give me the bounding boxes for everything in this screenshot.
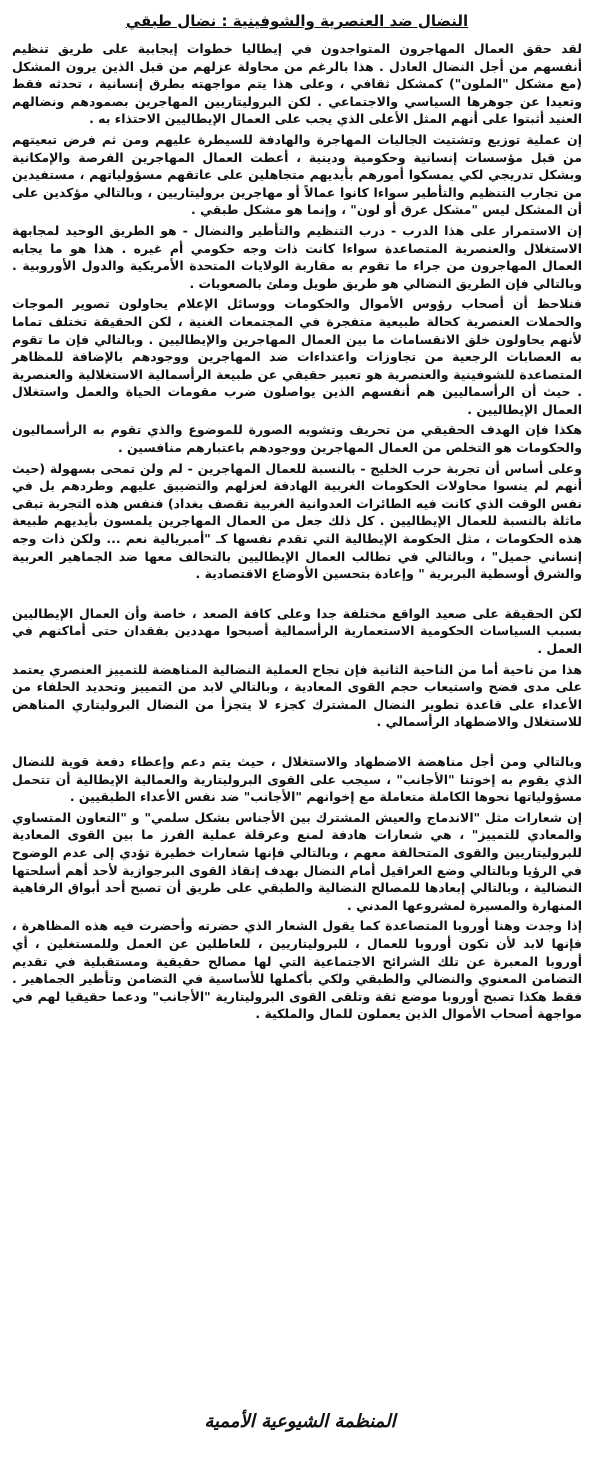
paragraph-4: فنلاحظ أن أصحاب رؤوس الأموال والحكومات ووسائل الإعلام يحاولون تصوير الموجات والحملات العنصرية كحالة طبيعية متفجرة في المجتمعات الغنية ، لكن الحقيقة تختلف تماما لأنهم يحاولون خلق الانقسامات ما بين العمال المهاجرين والإيطاليين . وبالتالي فإن ما تقوم به العصابات الرجعية من تجاوزات واعتداءات ضد المهاجرين ووجودهم بالإضافة للمظاهر المتصاعدة للشوفينية والعنصرية هو تعبير حقيقي عن طبيعة الرأسمالية الاستغلالية والعنصرية . حيث أن الرأسماليين هم أنفسهم الذين يواصلون ضرب مقومات الحياة والعمل واستغلال العمال الإيطاليين . (12, 296, 582, 417)
paragraph-11: إذا وجدت وهنا أوروبا المتصاعدة كما يقول الشعار الذي حضرته وأحضرت فيه هذه المظاهرة ، فإنها لابد لأن تكون أوروبا للعمال ، للبروليتاريين ، للعاطلين عن العمل وللمستغلين ، أي أوروبا المعبرة عن تلك الشرائح الاجتماعية التي لها مصالح حقيقية ومستقبلية في تقديم التضامن المعنوي والنضالي والطبقي ولكي بأكملها للأساسية في التضامن وتأطير الجماهير . فقط هكذا تصبح أوروبا موضع ثقة وتلقى القوى البروليتارية "الأجانب" ودعما حقيقيا لهم في مواجهة أصحاب الأموال الذين يعملون للمال والملكية . (12, 918, 582, 1022)
paragraph-3: إن الاستمرار على هذا الدرب - درب التنظيم والتأطير والنضال - هو الطريق الوحيد لمجابهة الاستغلال والعنصرية المتصاعدة سواءا كانت ذات وجه حكومي أم غيره . هذا هو ما يجابه العمال المهاجرون من جراء ما تقوم به مقاربة الولايات المتحدة الأمريكية والدول الأوروبية . وبالتالي فإن الطريق النضالي هو طريق طويل وملئ بالصعوبات . (12, 222, 582, 291)
paragraph-10: إن شعارات مثل "الاندماج والعيش المشترك بين الأجناس بشكل سلمي" و "التعاون المتساوي والمعادي للتمييز" ، هي شعارات هادفة لمنع وعرقلة عملية الفرز ما بين القوى المعادية للبروليتاريين والقوى المتحالفة معهم ، وبالتالي فإنها شعارات خطيرة تؤدي إلى عدم الوضوح في الرؤيا وبالتالي وضع العراقيل أمام النضال بهدف إنقاذ القوى البرجوازية لأحد أهم أسلحتها النضالية ، وبالتالي إبعادها للمصالح النضالية والطبقي على طريق أن تصبح أحد أبواق الرفاهية المنهارة والمسيرة لمشروعها المدني . (12, 809, 582, 913)
paragraph-9: وبالتالي ومن أجل مناهضة الاضطهاد والاستغلال ، حيث يتم دعم وإعطاء دفعة قوية للنضال الذي يقوم به إخوتنا "الأجانب" ، سيجب على القوى البروليتارية والعمالية الإيطالية أن تتحمل مسؤولياتها نحوها الكاملة متعاملة مع إخوانهم "الأجانب" ضد نفس الأعداء الطبقيين . (12, 753, 582, 805)
signature: المنظمة الشيوعية الأممية (204, 1411, 396, 1432)
document-body (12, 40, 582, 1023)
paragraph-8: هذا من ناحية أما من الناحية الثانية فإن نجاح العملية النضالية المناهضة للتمييز العنصري يعتمد على مدى فضح واستيعاب حجم القوى المعادية ، وبالتالي لابد من التمييز وتحديد الحلفاء من الأعداء على قاعدة تطوير النضال المشترك كجزء لا يتجزأ من النضال البروليتاري المناهض للاستغلال والاضطهاد الرأسمالي . (12, 661, 582, 730)
paragraph-7: لكن الحقيقة على صعيد الواقع مختلفة جدا وعلى كافة الصعد ، خاصة وأن العمال الإيطاليين بسبب السياسات الحكومية الاستعمارية الرأسمالية أصبحوا مهددين بفقدان حتى أماكنهم في العمل . (12, 605, 582, 656)
paragraph-5: هكذا فإن الهدف الحقيقي من تحريف وتشويه الصورة للموضوع والذي تقوم به الرأسماليون والحكومات هو التخلص من العمال المهاجرين ووجودهم باعتبارهم منافسين . (12, 422, 582, 456)
paragraph-2: إن عملية توزيع وتشتيت الجاليات المهاجرة والهادفة للسيطرة عليهم ومن ثم فرض تبعيتهم من قبل مؤسسات إنسانية وحكومية ودينية ، أعطت العمال المهاجرين الفرصة والإمكانية وبشكل تدريجي لكي يمسكوا أمورهم بأيديهم متجاهلين على عاتقهم مسؤولياتهم ، مستفيدين من تجارب التنظيم والتأطير سواءا كانوا عمالاً أو مهاجرين بروليتاريين ، وبالتالي مؤكدين على أن المشكل ليس "مشكل عرق أو لون" ، وإنما هو مشكل طبقي . (12, 131, 582, 218)
paragraph-6: وعلى أساس أن تجربة حرب الخليج - بالنسبة للعمال المهاجرين - لم ولن تمحى بسهولة (حيث أنهم لم ينسوا محاولات الحكومات الغربية الهادفة لعزلهم والتضييق عليهم وطردهم بل في نفس الوقت الذي كانت فيه الطائرات العدوانية الغربية تقصف بغداد) فنفس هذه التجربة تبقى ماثلة بالنسبة للعمال الإيطاليين . كل ذلك جعل من العمال المهاجرين يلمسون بأيديهم طبيعة هذه الحكومات ، مثل الحكومة الإيطالية التي تقدم نفسها كـ "أمبريالية نعم ... ولكن ذات وجه إنساني جميل" ، وبالتالي في تطالب العمال الإيطاليين بالتحالف معها ضد الجماهير العربية والشرق أوسطية البربرية " وإعادة بتحسين الأوضاع الاقتصادية . (12, 460, 582, 582)
paragraph-1: لقد حقق العمال المهاجرون المتواجدون في إيطاليا خطوات إيجابية على طريق تنظيم أنفسهم من أجل النضال العادل . هذا بالرغم من محاولة عزلهم من قبل الذين يرون المشكل (مع مشكل "الملون") كمشكل ثقافي ، وعلى هذا يتم مواجهته بطرق إنسانية ، تحدثه فقط وتعيدا عن جوهرها السياسي والاجتماعي . لكن البروليتاريين المهاجرين بصمودهم ونضالهم العنيد أثبتوا على أنهم المثل الأعلى الذي يجب على العمال الإيطاليين الاحتذاء به . (12, 41, 582, 127)
document-title: النضال ضد العنصرية والشوفينية : نضال طبقي (125, 12, 469, 30)
